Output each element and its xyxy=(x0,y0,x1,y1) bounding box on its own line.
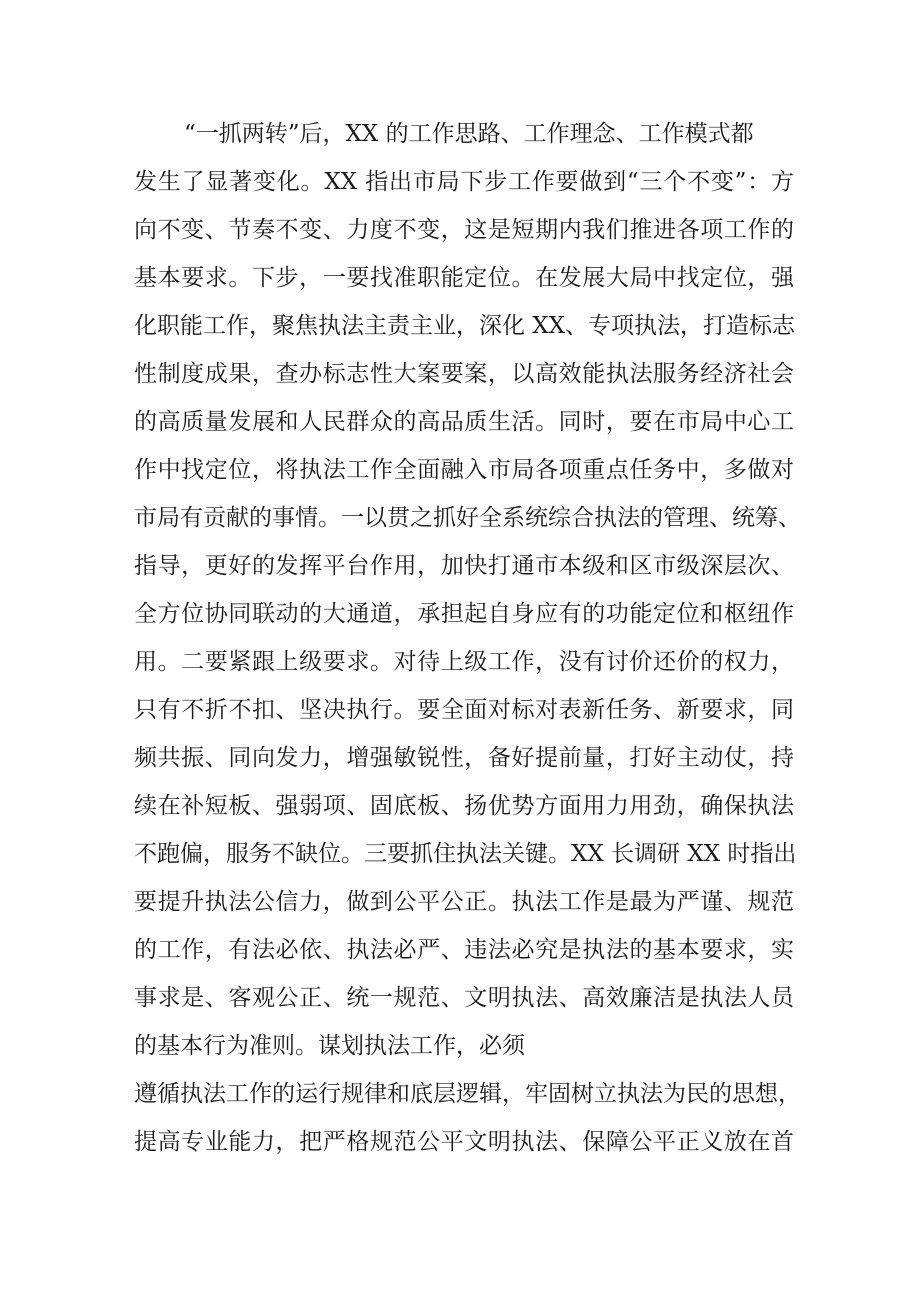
text-line: 向不变、节奏不变、力度不变，这是短期内我们推进各项工作的 xyxy=(134,217,794,243)
text-line: 性制度成果，查办标志性大案要案，以高效能执法服务经济社会 xyxy=(134,361,794,387)
text-line: 作中找定位，将执法工作全面融入市局各项重点任务中，多做对 xyxy=(134,457,794,483)
text-line: 要提升执法公信力，做到公平公正。执法工作是最为严谨、规范 xyxy=(134,889,794,915)
text-line: 只有不折不扣、坚决执行。要全面对标对表新任务、新要求，同 xyxy=(134,697,794,723)
text-line: 市局有贡献的事情。一以贯之抓好全系统综合执法的管理、统筹、 xyxy=(134,505,801,531)
text-line: 事求是、客观公正、统一规范、文明执法、高效廉洁是执法人员 xyxy=(134,985,794,1011)
text-line: 全方位协同联动的大通道，承担起自身应有的功能定位和枢纽作 xyxy=(134,601,794,627)
text-line: 遵循执法工作的运行规律和底层逻辑，牢固树立执法为民的思想， xyxy=(134,1081,801,1107)
text-line: 不跑偏，服务不缺位。三要抓住执法关键。XX 长调研 XX 时指出 xyxy=(134,841,797,867)
text-line: 频共振、同向发力，增强敏锐性，备好提前量，打好主动仗，持 xyxy=(134,745,794,771)
text-line: 的高质量发展和人民群众的高品质生活。同时，要在市局中心工 xyxy=(134,409,794,435)
text-line: 用。二要紧跟上级要求。对待上级工作，没有讨价还价的权力， xyxy=(134,649,794,675)
text-line: 发生了显著变化。XX 指出市局下步工作要做到“三个不变”：方 xyxy=(134,169,794,195)
text-line: “一抓两转”后，XX 的工作思路、工作理念、工作模式都 xyxy=(184,121,754,147)
body-paragraph xyxy=(134,110,801,1166)
text-line: 化职能工作，聚焦执法主责主业，深化 XX、专项执法，打造标志 xyxy=(134,313,796,339)
text-line: 指导，更好的发挥平台作用，加快打通市本级和区市级深层次、 xyxy=(134,553,794,579)
text-line: 的基本行为准则。谋划执法工作，必须 xyxy=(134,1033,525,1059)
text-line: 基本要求。下步，一要找准职能定位。在发展大局中找定位，强 xyxy=(134,265,794,291)
text-line: 的工作，有法必依、执法必严、违法必究是执法的基本要求，实 xyxy=(134,937,794,963)
text-line: 续在补短板、强弱项、固底板、扬优势方面用力用劲，确保执法 xyxy=(134,793,794,819)
text-line: 提高专业能力，把严格规范公平文明执法、保障公平正义放在首 xyxy=(134,1129,794,1155)
